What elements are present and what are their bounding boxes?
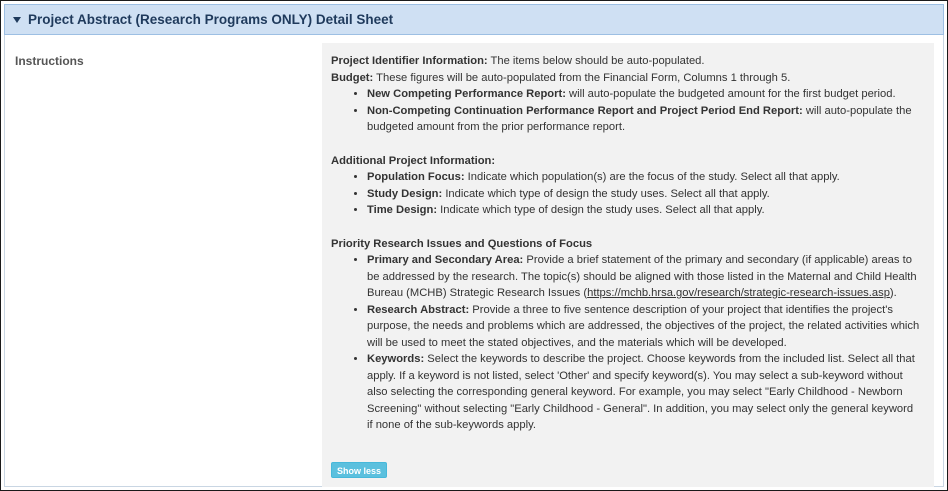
list-item [367,252,921,302]
item-text: Provide a brief statement of the primary and secondary (if applicable) areas to be addressed by the research. The topic(s) should be aligned with those listed in the Maternal and Child Health Bureau (MCHB) Strategic Research Issues ( [367,254,917,299]
caret-down-icon[interactable] [13,17,21,23]
item-text: Indicate which type of design the study uses. Select all that apply. [437,204,765,216]
project-identifier-title: Project Identifier Information: [331,55,488,67]
item-title: Keywords: [367,353,425,365]
instructions-label: Instructions [15,54,84,68]
additional-list [331,169,921,219]
item-title: Study Design: [367,187,443,200]
project-identifier-text: The items below should be auto-populated. [487,55,705,67]
list-item [367,86,921,103]
show-less-button[interactable]: Show less [331,462,387,478]
item-text: will auto-populate the budgeted amount for the first budget period. [565,88,896,100]
list-item [367,186,921,203]
item-title: Population Focus: [367,171,465,183]
budget-line [331,70,921,87]
mchb-research-link[interactable]: https://mchb.hrsa.gov/research/strategic-research-issues.asp [587,287,890,299]
priority-heading-text: Priority Research Issues and Questions of Focus [331,237,593,250]
budget-text: These figures will be auto-populated from the Financial Form, Columns 1 through 5. [373,71,791,84]
priority-list [331,252,921,434]
additional-heading [331,153,921,170]
budget-list [331,86,921,136]
project-identifier-line [331,53,921,70]
list-item [367,302,921,352]
item-title: Research Abstract: [367,303,470,316]
list-item [367,103,921,136]
list-item [367,351,921,434]
item-title: Primary and Secondary Area: [367,254,524,266]
section-title: Project Abstract (Research Programs ONLY) Detail Sheet [28,12,394,27]
item-title: Non-Competing Continuation Performance Report and Project Period End Report: [367,104,803,117]
priority-heading [331,236,921,253]
list-item [367,202,921,219]
instructions-content [331,53,921,434]
item-text-end: ). [889,287,897,299]
item-text: Select the keywords to describe the project. Choose keywords from the included list. Select all that apply. If a keyword is not listed, select 'Other' and specify keyword(s). You may select a sub-keyword without also selecting the corresponding general keyword. For example, you may select "Early Childhood - Newborn Screening" without selecting "Early Childhood - General". In addition, you may select only the general keyword if none of the sub-keywords apply. [367,353,915,431]
item-text: will auto-populate the budgeted amount from the prior performance report. [367,104,912,133]
spacer [331,219,921,236]
item-title: Time Design: [367,204,438,216]
item-text: Provide a three to five sentence description of your project that identifies the project's purpose, the needs and problems which are addressed, the objectives of the project, the related activities which will be used to meet the stated objectives, and the materials which will be developed. [367,303,920,349]
list-item [367,169,921,186]
section-header[interactable] [4,4,944,35]
item-title: New Competing Performance Report: [367,88,566,100]
item-text: Indicate which type of design the study uses. Select all that apply. [442,187,770,200]
item-text: Indicate which population(s) are the focus of the study. Select all that apply. [464,171,840,183]
budget-title: Budget: [331,71,374,84]
spacer [331,136,921,153]
additional-heading-text: Additional Project Information: [331,154,496,167]
instructions-panel [322,43,934,487]
